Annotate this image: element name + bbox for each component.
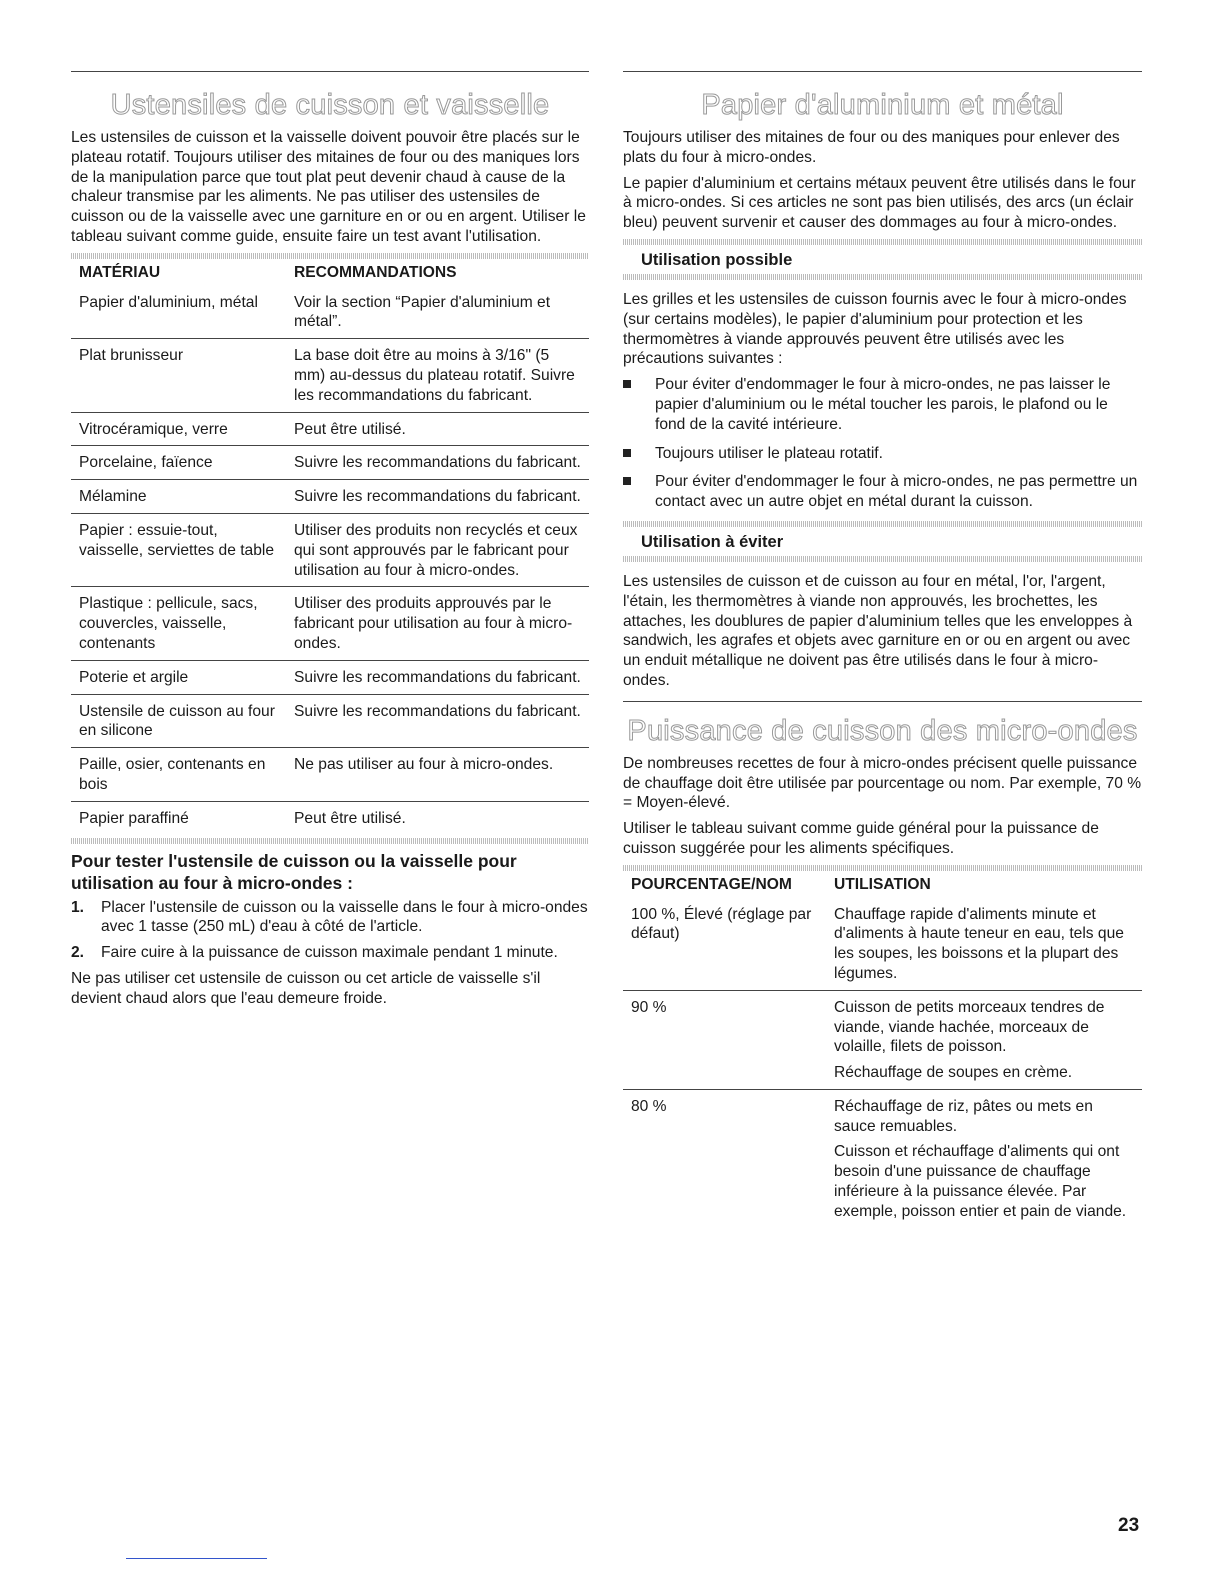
section-title-cookware: Ustensiles de cuisson et vaisselle [110, 89, 550, 121]
table-row [71, 587, 589, 660]
material-cell: Mélamine [71, 480, 286, 514]
material-cell: Porcelaine, faïence [71, 446, 286, 480]
table-header-cell: UTILISATION [834, 875, 931, 893]
recommendation-cell: Suivre les recommandations du fabricant. [286, 694, 589, 748]
power-p2: Utiliser le tableau suivant comme guide général pour la puissance de cuisson suggérée pour les aliments spécifiques. [623, 820, 1099, 857]
power-level-cell: 90 % [623, 990, 826, 1089]
list-item [623, 444, 1142, 464]
step-text: Placer l'ustensile de cuisson ou la vaisselle dans le four à micro-ondes avec 1 tasse (250 mL) d'eau à côté de l'article. [101, 898, 588, 936]
subhead-bottom-rule [623, 274, 1142, 280]
step-text: Faire cuire à la puissance de cuisson maximale pendant 1 minute. [101, 944, 558, 962]
material-cell: Plat brunisseur [71, 339, 286, 412]
square-bullet-icon [623, 449, 631, 457]
test-steps [71, 898, 589, 963]
table-row [71, 660, 589, 694]
table-row [71, 412, 589, 446]
table-row [71, 801, 589, 834]
table-row [623, 898, 1142, 991]
avoid-use-text: Les ustensiles de cuisson et de cuisson au four en métal, l'or, l'argent, l'étain, les thermomètres à viande non approuvés, les brochettes, les attaches, les doublures de papier d'aluminium telles que les enveloppes à sandwich, les agrafes et objets avec garniture en or ou en argent ou avec un enduit métallique ne doivent pas être utilisés dans le four à micro-ondes. [623, 572, 1133, 689]
possible-use-heading: Utilisation possible [641, 250, 793, 269]
cookware-intro: Les ustensiles de cuisson et la vaisselle doivent pouvoir être placés sur le plateau rotatif. Toujours utiliser des mitaines de four ou des maniques lors de la manipulation parce que tout plat peut devenir chaud à cause de la chaleur transmise par les aliments. Ne pas utiliser des ustensiles de cuisson ou de la vaisselle avec une garniture en or ou en argent. Utiliser le tableau suivant comme guide, ensuite faire un test avant l'utilisation. [71, 129, 586, 245]
recommendation-cell: Peut être utilisé. [286, 412, 589, 446]
step-number: 2. [71, 944, 85, 962]
table-row [71, 694, 589, 748]
test-heading: Pour tester l'ustensile de cuisson ou la vaisselle pour utilisation au four à micro-ondes : [71, 850, 517, 893]
table-header-cell: RECOMMANDATIONS [294, 263, 457, 281]
possible-use-text: Les grilles et les ustensiles de cuisson fournis avec le four à micro-ondes (sur certains modèles), le papier d'aluminium pour protection et les thermomètres à viande approuvés peuvent être utilisés avec les précautions suivantes : [623, 290, 1127, 368]
recommendation-cell: Ne pas utiliser au four à micro-ondes. [286, 748, 589, 802]
section-title-power: Puissance de cuisson des micro-ondes [627, 714, 1138, 747]
bullet-text: Pour éviter d'endommager le four à micro-ondes, ne pas permettre un contact avec un autre objet en métal durant la cuisson. [655, 473, 1138, 511]
material-cell: Paille, osier, contenants en bois [71, 748, 286, 802]
footer-rule [126, 1558, 267, 1559]
section-rule [71, 71, 589, 72]
materials-table [71, 259, 589, 835]
power-use-cell [826, 898, 1142, 991]
recommendation-cell: Suivre les recommandations du fabricant. [286, 480, 589, 514]
recommendation-cell: Utiliser des produits non recyclés et ceux qui sont approuvés par le fabricant pour utilisation au four à micro-ondes. [286, 513, 589, 586]
materials-table-body [71, 286, 589, 835]
table-row [71, 748, 589, 802]
power-p1: De nombreuses recettes de four à micro-ondes précisent quelle puissance de chauffage doit être utilisée par pourcentage ou nom. Par exemple, 70 % = Moyen-élevé. [623, 754, 1142, 812]
aluminum-p2: Le papier d'aluminium et certains métaux peuvent être utilisés dans le four à micro-ondes. Si ces articles ne sont pas bien utilisés, des arcs (un éclair bleu) peuvent survenir et causer des dommages au four à micro-ondes. [623, 174, 1136, 232]
subhead-top-rule [623, 521, 1142, 527]
power-level-cell: 100 %, Élevé (réglage par défaut) [623, 898, 826, 991]
power-use-text: Réchauffage de riz, pâtes ou mets en sauce remuables. [834, 1097, 1093, 1135]
power-use-text: Cuisson et réchauffage d'aliments qui ont besoin d'une puissance de chauffage inférieure à la puissance élevée. Par exemple, poisson entier et pain de viande. [834, 1143, 1127, 1220]
table-row [71, 513, 589, 586]
power-use-cell [826, 1089, 1142, 1227]
step-item [71, 898, 589, 938]
section-rule [623, 701, 1142, 702]
material-cell: Ustensile de cuisson au four en silicone [71, 694, 286, 748]
table-bottom-rule [71, 838, 589, 844]
table-header-cell: POURCENTAGE/NOM [631, 875, 792, 893]
table-row [71, 480, 589, 514]
aluminum-p1: Toujours utiliser des mitaines de four ou des maniques pour enlever des plats du four à micro-ondes. [623, 129, 1120, 166]
table-row [71, 339, 589, 412]
test-closing: Ne pas utiliser cet ustensile de cuisson ou cet article de vaisselle s'il devient chaud alors que l'eau demeure froide. [71, 969, 541, 1007]
step-item [71, 943, 589, 963]
recommendation-cell: La base doit être au moins à 3/16" (5 mm) au-dessus du plateau rotatif. Suivre les recommandations du fabricant. [286, 339, 589, 412]
power-use-cell [826, 990, 1142, 1089]
recommendation-cell: Voir la section “Papier d'aluminium et métal”. [286, 286, 589, 339]
material-cell: Vitrocéramique, verre [71, 412, 286, 446]
table-header-row [71, 259, 589, 286]
recommendation-cell: Peut être utilisé. [294, 809, 406, 827]
material-cell: Papier paraffiné [79, 809, 189, 827]
subhead-bottom-rule [623, 556, 1142, 562]
material-cell: Plastique : pellicule, sacs, couvercles, vaisselle, contenants [71, 587, 286, 660]
step-number: 1. [71, 898, 85, 916]
material-cell: Poterie et argile [71, 660, 286, 694]
bullet-text: Pour éviter d'endommager le four à micro-ondes, ne pas laisser le papier d'aluminium ou le métal toucher les parois, le plafond ou le fond de la cavité intérieure. [655, 376, 1111, 433]
recommendation-cell: Suivre les recommandations du fabricant. [286, 660, 589, 694]
power-use-text: Cuisson de petits morceaux tendres de viande, viande hachée, morceaux de volaille, filets de poisson. [834, 998, 1105, 1056]
list-item [623, 375, 1142, 434]
square-bullet-icon [623, 477, 631, 485]
left-column [71, 71, 589, 1015]
subhead-top-rule [623, 239, 1142, 245]
material-cell: Papier : essuie-tout, vaisselle, serviettes de table [71, 513, 286, 586]
power-table [623, 871, 1142, 1228]
recommendation-cell: Suivre les recommandations du fabricant. [286, 446, 589, 480]
table-row [71, 286, 589, 339]
table-row [623, 1089, 1142, 1227]
table-header-cell: MATÉRIAU [79, 263, 161, 281]
power-use-text: Chauffage rapide d'aliments minute et d'aliments à haute teneur en eau, tels que les soupes, les boissons et la plupart des légumes. [834, 905, 1124, 982]
list-item [623, 472, 1142, 512]
power-use-text: Réchauffage de soupes en crème. [834, 1064, 1073, 1082]
section-rule [623, 71, 1142, 72]
power-level-cell: 80 % [631, 1097, 667, 1115]
material-cell: Papier d'aluminium, métal [71, 286, 286, 339]
recommendation-cell: Utiliser des produits approuvés par le fabricant pour utilisation au four à micro-ondes. [286, 587, 589, 660]
table-row [623, 990, 1142, 1089]
table-row [71, 446, 589, 480]
avoid-use-heading: Utilisation à éviter [641, 532, 784, 551]
square-bullet-icon [623, 380, 631, 388]
bullet-text: Toujours utiliser le plateau rotatif. [655, 444, 883, 462]
section-title-aluminum: Papier d'aluminium et métal [701, 89, 1064, 121]
table-header-row [623, 871, 1142, 898]
page-number: 23 [1118, 1515, 1140, 1536]
precautions-list [623, 375, 1142, 512]
right-column [623, 71, 1142, 1228]
power-table-body [623, 898, 1142, 1228]
